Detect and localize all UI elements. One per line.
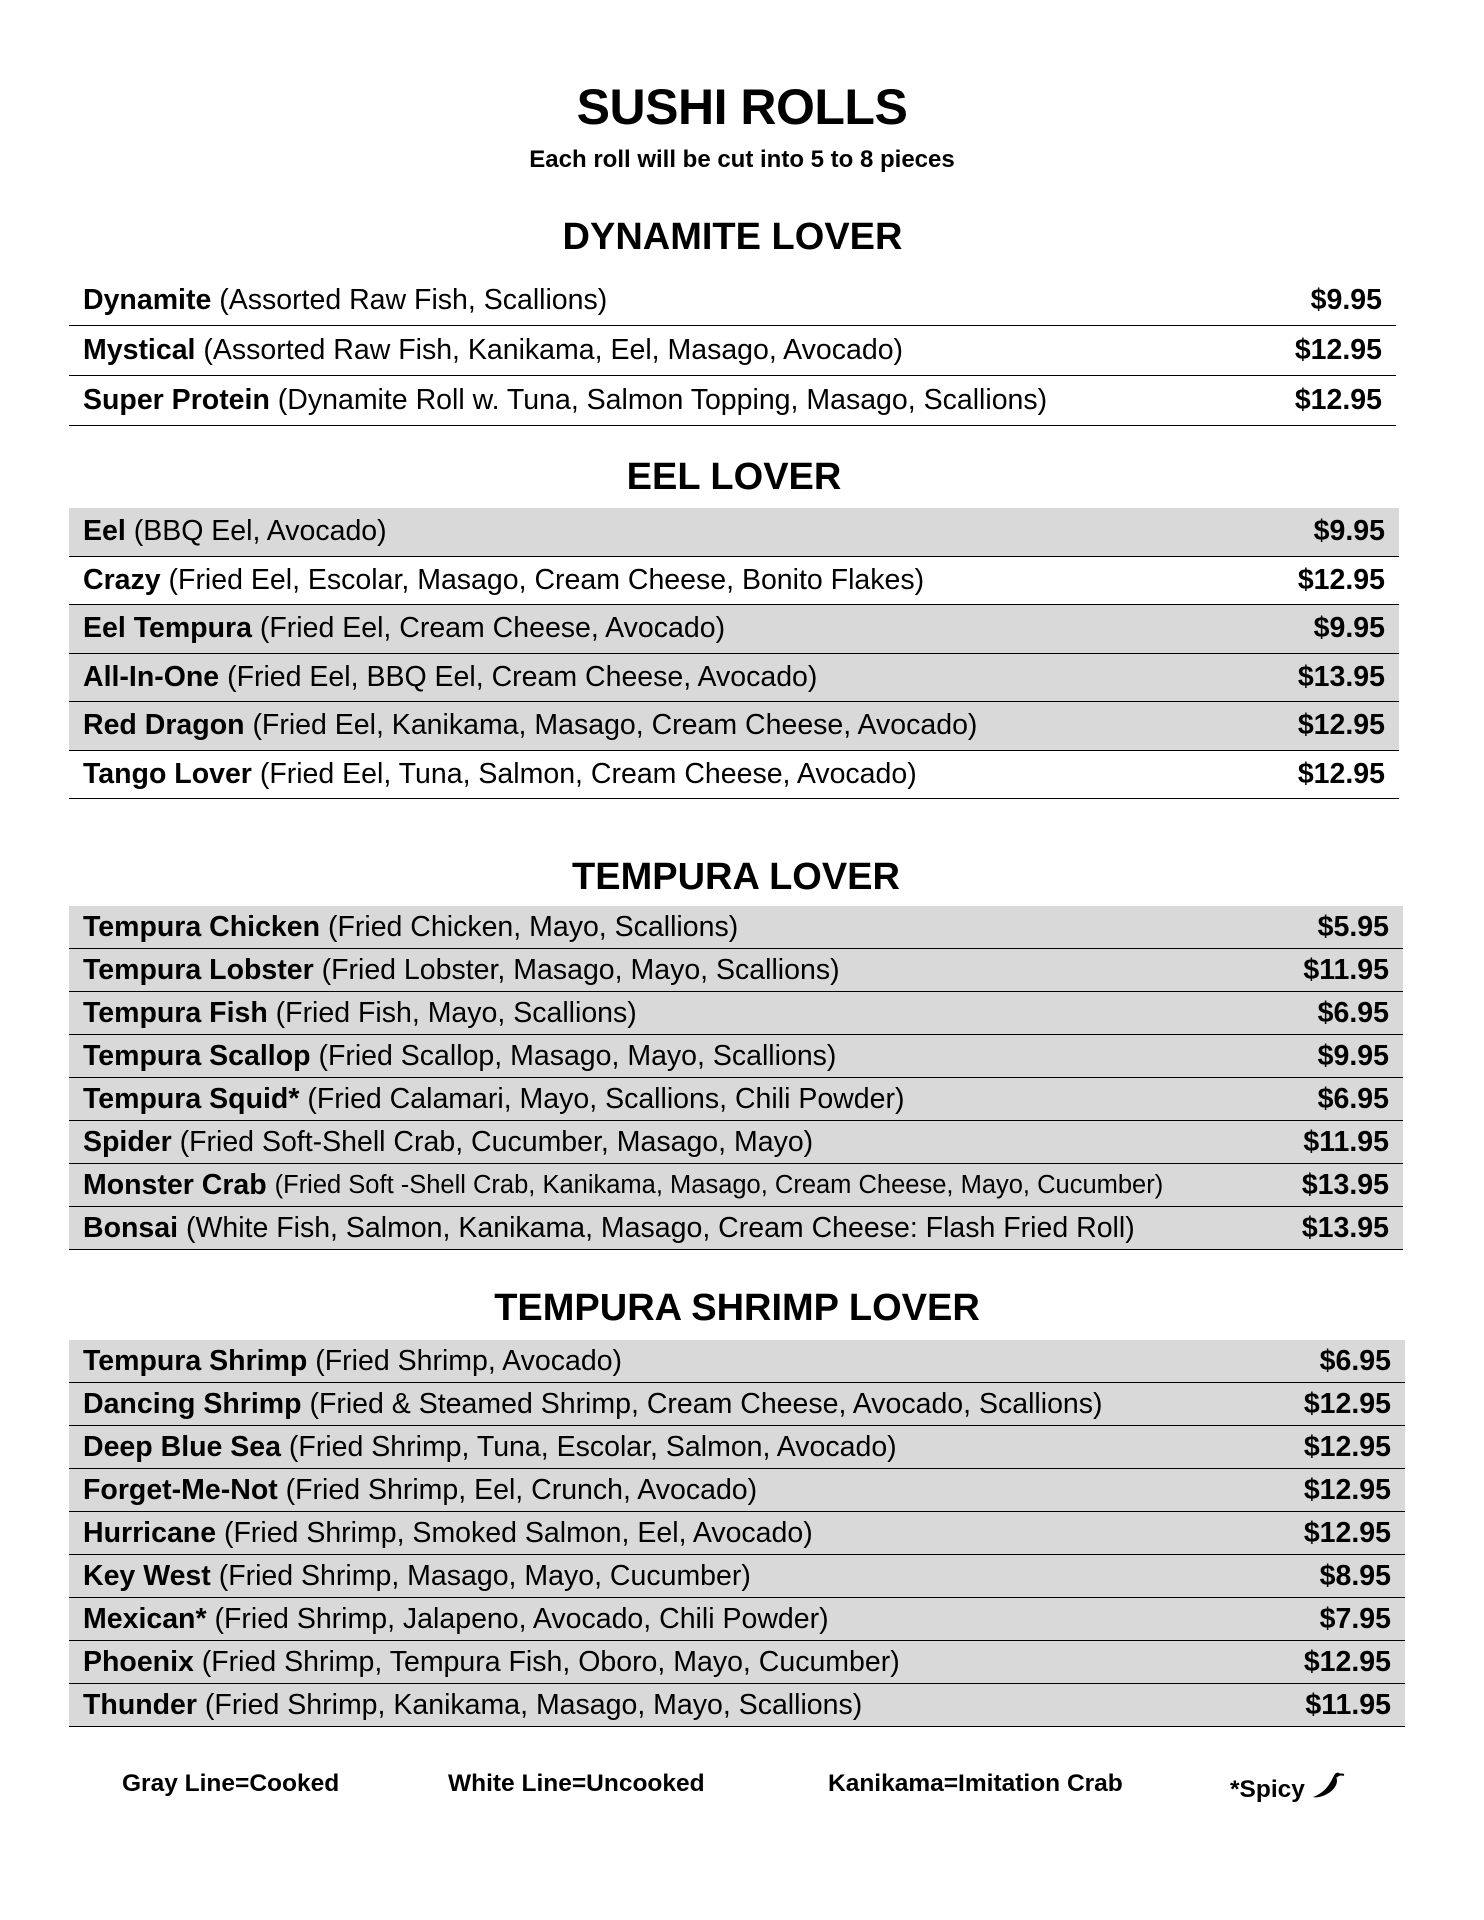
menu-item [69, 1207, 1403, 1250]
section-title: EEL LOVER [626, 456, 842, 498]
menu-item [69, 276, 1396, 326]
menu-item [69, 1035, 1403, 1078]
menu-item [69, 1555, 1405, 1598]
legend-spicy-label: *Spicy [1230, 1775, 1305, 1803]
item-description: (Fried Soft -Shell Crab, Kanikama, Masago, Cream Cheese, Mayo, Cucumber) [274, 1170, 1164, 1199]
item-price: $12.95 [1303, 1645, 1391, 1678]
item-name: Bonsai [83, 1211, 179, 1244]
item-name: Tempura Shrimp [83, 1344, 308, 1377]
item-price: $11.95 [1303, 1125, 1389, 1158]
item-price: $6.95 [1317, 1082, 1389, 1115]
menu-item [69, 1512, 1405, 1555]
item-description: (Fried Lobster, Masago, Mayo, Scallions) [321, 953, 840, 986]
item-name: Tango Lover [83, 757, 252, 790]
menu-item [69, 1383, 1405, 1426]
item-description: (Fried Chicken, Mayo, Scallions) [327, 910, 739, 943]
item-price: $9.95 [1313, 515, 1385, 548]
item-name: Crazy [83, 563, 161, 596]
item-name: Spider [83, 1125, 172, 1158]
menu-item [69, 654, 1399, 703]
item-description: (White Fish, Salmon, Kanikama, Masago, Cream Cheese: Flash Fried Roll) [185, 1211, 1135, 1244]
item-price: $7.95 [1319, 1602, 1391, 1635]
item-name: Mystical [83, 334, 196, 366]
menu-item [69, 508, 1399, 557]
legend-kanikama: Kanikama=Imitation Crab [828, 1770, 1123, 1797]
item-description: (Fried Shrimp, Tuna, Escolar, Salmon, Avocado) [288, 1430, 897, 1463]
legend-uncooked: White Line=Uncooked [448, 1770, 705, 1797]
item-name: Tempura Scallop [83, 1039, 311, 1072]
item-name: All-In-One [83, 660, 220, 693]
item-price: $12.95 [1303, 1473, 1391, 1506]
menu-item [69, 1164, 1403, 1207]
item-price: $5.95 [1317, 910, 1389, 943]
item-price: $8.95 [1319, 1559, 1391, 1592]
menu-item [69, 906, 1403, 949]
item-name: Thunder [83, 1688, 197, 1721]
item-price: $12.95 [1294, 334, 1382, 366]
menu-item [69, 1426, 1405, 1469]
menu-item [69, 1641, 1405, 1684]
menu-list [69, 276, 1396, 426]
item-description: (Assorted Raw Fish, Scallions) [219, 284, 608, 316]
item-description: (Fried Shrimp, Avocado) [315, 1344, 623, 1377]
menu-list [69, 906, 1403, 1250]
item-name: Eel Tempura [83, 612, 252, 645]
item-description: (Fried Eel, Cream Cheese, Avocado) [259, 612, 726, 645]
item-price: $12.95 [1297, 563, 1385, 596]
menu-item [69, 376, 1396, 426]
item-price: $6.95 [1317, 996, 1389, 1029]
item-price: $12.95 [1303, 1387, 1391, 1420]
item-price: $12.95 [1303, 1430, 1391, 1463]
item-name: Tempura Squid* [83, 1082, 300, 1115]
item-name: Dancing Shrimp [83, 1387, 302, 1420]
menu-list [69, 1340, 1405, 1727]
item-price: $12.95 [1297, 757, 1385, 790]
item-name: Dynamite [83, 284, 212, 316]
item-price: $9.95 [1313, 612, 1385, 645]
item-name: Key West [83, 1559, 211, 1592]
menu-list [69, 508, 1399, 799]
item-price: $11.95 [1303, 953, 1389, 986]
item-price: $13.95 [1301, 1211, 1389, 1244]
item-name: Tempura Fish [83, 996, 268, 1029]
legend-cooked: Gray Line=Cooked [122, 1770, 340, 1797]
item-name: Red Dragon [83, 709, 245, 742]
section-title: DYNAMITE LOVER [562, 216, 903, 258]
menu-item [69, 702, 1399, 751]
legend-spicy [1230, 1770, 1347, 1811]
item-name: Super Protein [83, 384, 270, 416]
item-price: $12.95 [1303, 1516, 1391, 1549]
menu-item [69, 1469, 1405, 1512]
item-description: (Fried Shrimp, Kanikama, Masago, Mayo, Scallions) [204, 1688, 863, 1721]
menu-item [69, 992, 1403, 1035]
item-description: (Dynamite Roll w. Tuna, Salmon Topping, Masago, Scallions) [277, 384, 1048, 416]
menu-item [69, 1598, 1405, 1641]
item-name: Phoenix [83, 1645, 194, 1678]
item-name: Forget-Me-Not [83, 1473, 278, 1506]
item-description: (Fried Shrimp, Tempura Fish, Oboro, Mayo, Cucumber) [201, 1645, 900, 1678]
item-description: (BBQ Eel, Avocado) [133, 515, 387, 548]
menu-item [69, 751, 1399, 800]
page-subtitle: Each roll will be cut into 5 to 8 pieces [529, 146, 955, 173]
item-name: Mexican* [83, 1602, 207, 1635]
item-price: $12.95 [1297, 709, 1385, 742]
section-title: TEMPURA SHRIMP LOVER [494, 1287, 980, 1329]
item-description: (Fried Calamari, Mayo, Scallions, Chili Powder) [307, 1082, 905, 1115]
chili-pepper-icon [1311, 1770, 1347, 1811]
page-title: SUSHI ROLLS [576, 79, 908, 135]
item-name: Tempura Lobster [83, 953, 314, 986]
menu-item [69, 1684, 1405, 1727]
menu-item [69, 949, 1403, 992]
item-description: (Assorted Raw Fish, Kanikama, Eel, Masago, Avocado) [203, 334, 904, 366]
item-price: $6.95 [1319, 1344, 1391, 1377]
item-description: (Fried Soft-Shell Crab, Cucumber, Masago, Mayo) [179, 1125, 814, 1158]
menu-item [69, 1121, 1403, 1164]
item-description: (Fried Eel, Escolar, Masago, Cream Cheese, Bonito Flakes) [168, 563, 925, 596]
item-description: (Fried Shrimp, Smoked Salmon, Eel, Avocado) [223, 1516, 813, 1549]
item-description: (Fried & Steamed Shrimp, Cream Cheese, Avocado, Scallions) [309, 1387, 1103, 1420]
item-name: Deep Blue Sea [83, 1430, 281, 1463]
item-description: (Fried Eel, BBQ Eel, Cream Cheese, Avocado) [227, 660, 818, 693]
menu-item [69, 557, 1399, 606]
item-description: (Fried Shrimp, Masago, Mayo, Cucumber) [218, 1559, 751, 1592]
menu-item [69, 1078, 1403, 1121]
item-description: (Fried Fish, Mayo, Scallions) [275, 996, 637, 1029]
item-name: Monster Crab [83, 1168, 267, 1201]
item-price: $12.95 [1294, 384, 1382, 416]
item-description: (Fried Shrimp, Eel, Crunch, Avocado) [285, 1473, 758, 1506]
menu-item [69, 326, 1396, 376]
item-name: Eel [83, 515, 126, 548]
section-title: TEMPURA LOVER [572, 856, 900, 898]
item-price: $11.95 [1305, 1688, 1391, 1721]
item-description: (Fried Eel, Kanikama, Masago, Cream Cheese, Avocado) [252, 709, 978, 742]
item-description: (Fried Eel, Tuna, Salmon, Cream Cheese, Avocado) [259, 757, 917, 790]
item-description: (Fried Scallop, Masago, Mayo, Scallions) [318, 1039, 837, 1072]
item-name: Tempura Chicken [83, 910, 321, 943]
item-price: $9.95 [1310, 284, 1382, 316]
item-price: $9.95 [1317, 1039, 1389, 1072]
menu-item [69, 1340, 1405, 1383]
item-price: $13.95 [1297, 660, 1385, 693]
menu-item [69, 605, 1399, 654]
item-description: (Fried Shrimp, Jalapeno, Avocado, Chili Powder) [214, 1602, 829, 1635]
item-name: Hurricane [83, 1516, 217, 1549]
item-price: $13.95 [1301, 1168, 1389, 1201]
